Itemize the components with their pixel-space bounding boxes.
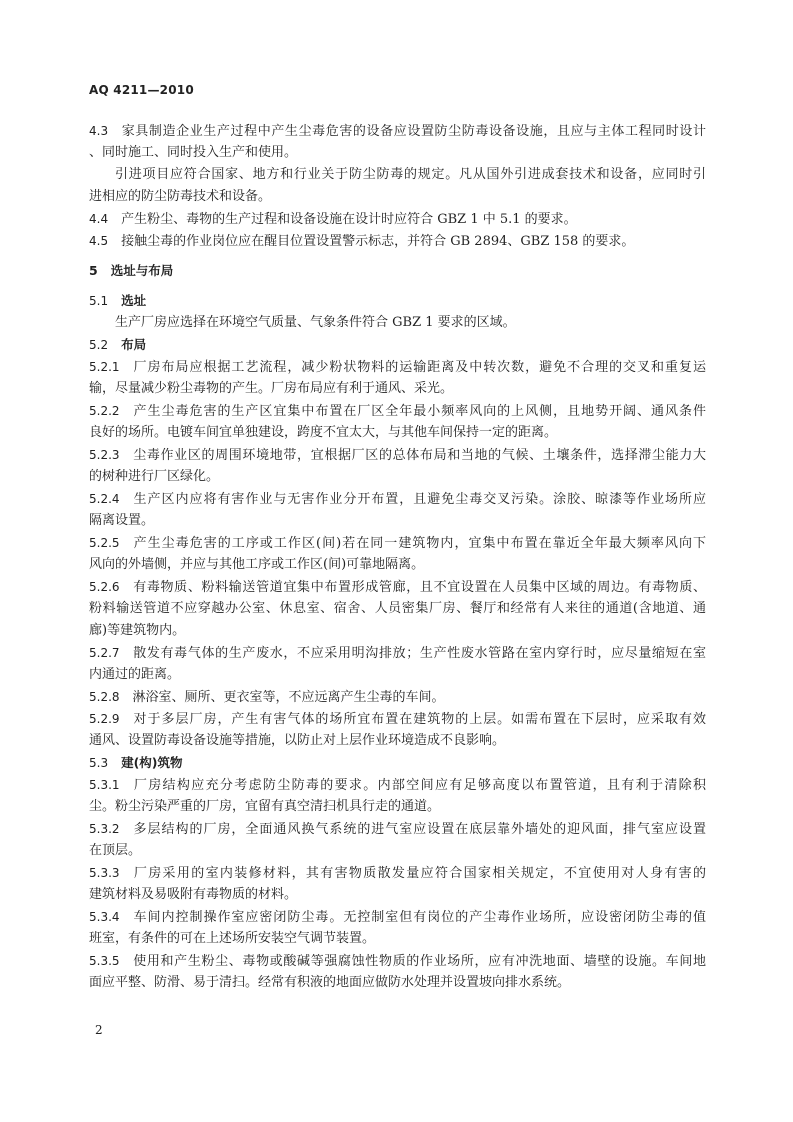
text-line xyxy=(89,708,706,730)
chapter-number: 5 xyxy=(89,263,98,278)
clause-text: 生产区内应将有害作业与无害作业分开布置，且避免尘毒交叉污染。涂胶、晾漆等作业场所应 xyxy=(132,492,706,507)
clause-text: 产生尘毒危害的生产区宜集中布置在厂区全年最小频率风向的上风侧，且地势开阔、通风条件 xyxy=(132,404,706,419)
text-line xyxy=(89,312,706,334)
clause-text: 良好的场所。电镀车间宜单独建设，跨度不宜太大，与其他车间保持一定的距离。 xyxy=(89,425,558,440)
clause-text: 廊)等建筑物内。 xyxy=(89,623,186,638)
clause-number: 5.1 xyxy=(89,294,109,308)
clause-number: 5.2.1 xyxy=(89,360,120,374)
clause-number: 5.2.3 xyxy=(89,448,120,462)
clause-text: 输，尽量减少粉尘毒物的产生。厂房布局应有利于通风、采光。 xyxy=(89,381,454,396)
text-line xyxy=(89,730,706,752)
clause-text: 布局 xyxy=(121,337,147,352)
chapter-title: 选址与布局 xyxy=(110,263,174,278)
clause-number: 5.2.6 xyxy=(89,580,120,594)
text-line xyxy=(89,818,706,840)
chapter-heading xyxy=(89,260,706,282)
clause-text: 有毒物质、粉料输送管道宜集中布置形成管廊，且不宜设置在人员集中区域的周边。有毒物质、 xyxy=(132,580,706,595)
clause-text: 面应平整、防滑、易于清扫。经常有积液的地面应做防水处理并设置坡向排水系统。 xyxy=(89,975,571,990)
clause-number: 4.4 xyxy=(89,212,109,226)
text-line xyxy=(89,230,706,252)
clause-text: 通风、设置防毒设备设施等措施，以防止对上层作业环境造成不良影响。 xyxy=(89,733,506,748)
text-line xyxy=(89,598,706,620)
clause-text: 厂房采用的室内装修材料，其有害物质散发量应符合国家相关规定，不宜使用对人身有害的 xyxy=(132,866,706,881)
clause-text: 使用和产生粉尘、毒物或酸碱等强腐蚀性物质的作业场所，应有冲洗地面、墙壁的设施。车间地 xyxy=(132,954,706,969)
text-line xyxy=(89,120,706,142)
text-line xyxy=(89,532,706,554)
text-line xyxy=(89,884,706,906)
text-line xyxy=(89,466,706,488)
clause-number: 4.3 xyxy=(89,124,109,138)
text-line xyxy=(89,664,706,686)
clause-text: 生产厂房应选择在环境空气质量、气象条件符合 GBZ 1 要求的区域。 xyxy=(115,315,516,330)
clause-number: 5.2 xyxy=(89,338,109,352)
clause-text: 厂房布局应根据工艺流程，减少粉状物料的运输距离及中转次数，避免不合理的交叉和重复运 xyxy=(132,360,706,375)
clause-text: 厂房结构应充分考虑防尘防毒的要求。内部空间应有足够高度以布置管道，且有利于清除积 xyxy=(132,778,706,793)
clause-number: 5.2.5 xyxy=(89,536,120,550)
clause-text: 的树种进行厂区绿化。 xyxy=(89,469,220,484)
clause-number: 4.5 xyxy=(89,234,109,248)
clause-text: 建筑材料及易吸附有毒物质的材料。 xyxy=(89,887,298,902)
text-line xyxy=(89,488,706,510)
clause-text: 风向的外墙侧，并应与其他工序或工作区(间)可靠地隔离。 xyxy=(89,557,425,572)
clause-text: 尘。粉尘污染严重的厂房，宜留有真空清扫机具行走的通道。 xyxy=(89,799,441,814)
clause-text: 隔离设置。 xyxy=(89,513,155,528)
clause-number: 5.3.5 xyxy=(89,954,120,968)
clause-text: 在顶层。 xyxy=(89,843,142,858)
document-code: AQ 4211—2010 xyxy=(89,83,194,97)
clause-text: 产生尘毒危害的工序或工作区(间)若在同一建筑物内，宜集中布置在靠近全年最大频率风向下 xyxy=(132,536,706,551)
clause-text: 进相应的防尘防毒技术和设备。 xyxy=(89,189,272,204)
text-line xyxy=(89,554,706,576)
text-line xyxy=(89,950,706,972)
clause-number: 5.3.4 xyxy=(89,910,120,924)
text-line xyxy=(89,444,706,466)
text-line xyxy=(89,620,706,642)
clause-text: 多层结构的厂房，全面通风换气系统的进气室应设置在底层靠外墙处的迎风面，排气室应设置 xyxy=(132,822,706,837)
text-line xyxy=(89,796,706,818)
text-line xyxy=(89,862,706,884)
text-line xyxy=(89,840,706,862)
section-heading xyxy=(89,290,706,312)
clause-text: 建(构)筑物 xyxy=(121,755,183,770)
clause-number: 5.2.8 xyxy=(89,690,120,704)
clause-text: 家具制造企业生产过程中产生尘毒危害的设备应设置防尘防毒设备设施，且应与主体工程同时设计 xyxy=(121,124,706,139)
text-line xyxy=(89,510,706,532)
text-line xyxy=(89,642,706,664)
clause-number: 5.2.2 xyxy=(89,404,120,418)
text-line xyxy=(89,378,706,400)
text-line xyxy=(89,400,706,422)
clause-number: 5.3 xyxy=(89,756,109,770)
clause-number: 5.2.9 xyxy=(89,712,120,726)
text-line xyxy=(89,928,706,950)
document-body xyxy=(89,120,706,994)
clause-text: 尘毒作业区的周围环境地带，宜根据厂区的总体布局和当地的气候、土壤条件，选择滞尘能力大 xyxy=(132,448,706,463)
clause-number: 5.2.7 xyxy=(89,646,120,660)
clause-text: 、同时施工、同时投入生产和使用。 xyxy=(89,145,298,160)
text-line xyxy=(89,422,706,444)
page-number: 2 xyxy=(95,1023,103,1037)
clause-text: 选址 xyxy=(121,293,147,308)
text-line xyxy=(89,142,706,164)
clause-number: 5.3.1 xyxy=(89,778,120,792)
text-line xyxy=(89,164,706,186)
text-line xyxy=(89,906,706,928)
clause-text: 车间内控制操作室应密闭防尘毒。无控制室但有岗位的产尘毒作业场所，应设密闭防尘毒的值 xyxy=(132,910,706,925)
clause-text: 接触尘毒的作业岗位应在醒目位置设置警示标志，并符合 GB 2894、GBZ 158 的要求。 xyxy=(121,234,635,249)
clause-text: 粉料输送管道不应穿越办公室、休息室、宿舍、人员密集厂房、餐厅和经常有人来往的通道(含地道、通 xyxy=(89,601,706,616)
section-heading xyxy=(89,334,706,356)
clause-number: 5.3.2 xyxy=(89,822,120,836)
clause-text: 散发有毒气体的生产废水，不应采用明沟排放；生产性废水管路在室内穿行时，应尽量缩短在室 xyxy=(132,646,706,661)
clause-text: 引进项目应符合国家、地方和行业关于防尘防毒的规定。凡从国外引进成套技术和设备，应同时引 xyxy=(115,167,706,182)
clause-text: 淋浴室、厕所、更衣室等，不应远离产生尘毒的车间。 xyxy=(132,690,445,705)
clause-text: 内通过的距离。 xyxy=(89,667,181,682)
text-line xyxy=(89,576,706,598)
text-line xyxy=(89,686,706,708)
text-line xyxy=(89,208,706,230)
clause-number: 5.2.4 xyxy=(89,492,120,506)
section-heading xyxy=(89,752,706,774)
clause-text: 班室，有条件的可在上述场所安装空气调节装置。 xyxy=(89,931,376,946)
text-line xyxy=(89,186,706,208)
text-line xyxy=(89,356,706,378)
text-line xyxy=(89,774,706,796)
clause-text: 对于多层厂房，产生有害气体的场所宜布置在建筑物的上层。如需布置在下层时，应采取有效 xyxy=(132,712,706,727)
clause-number: 5.3.3 xyxy=(89,866,120,880)
clause-text: 产生粉尘、毒物的生产过程和设备设施在设计时应符合 GBZ 1 中 5.1 的要求。 xyxy=(121,212,577,227)
text-line xyxy=(89,972,706,994)
